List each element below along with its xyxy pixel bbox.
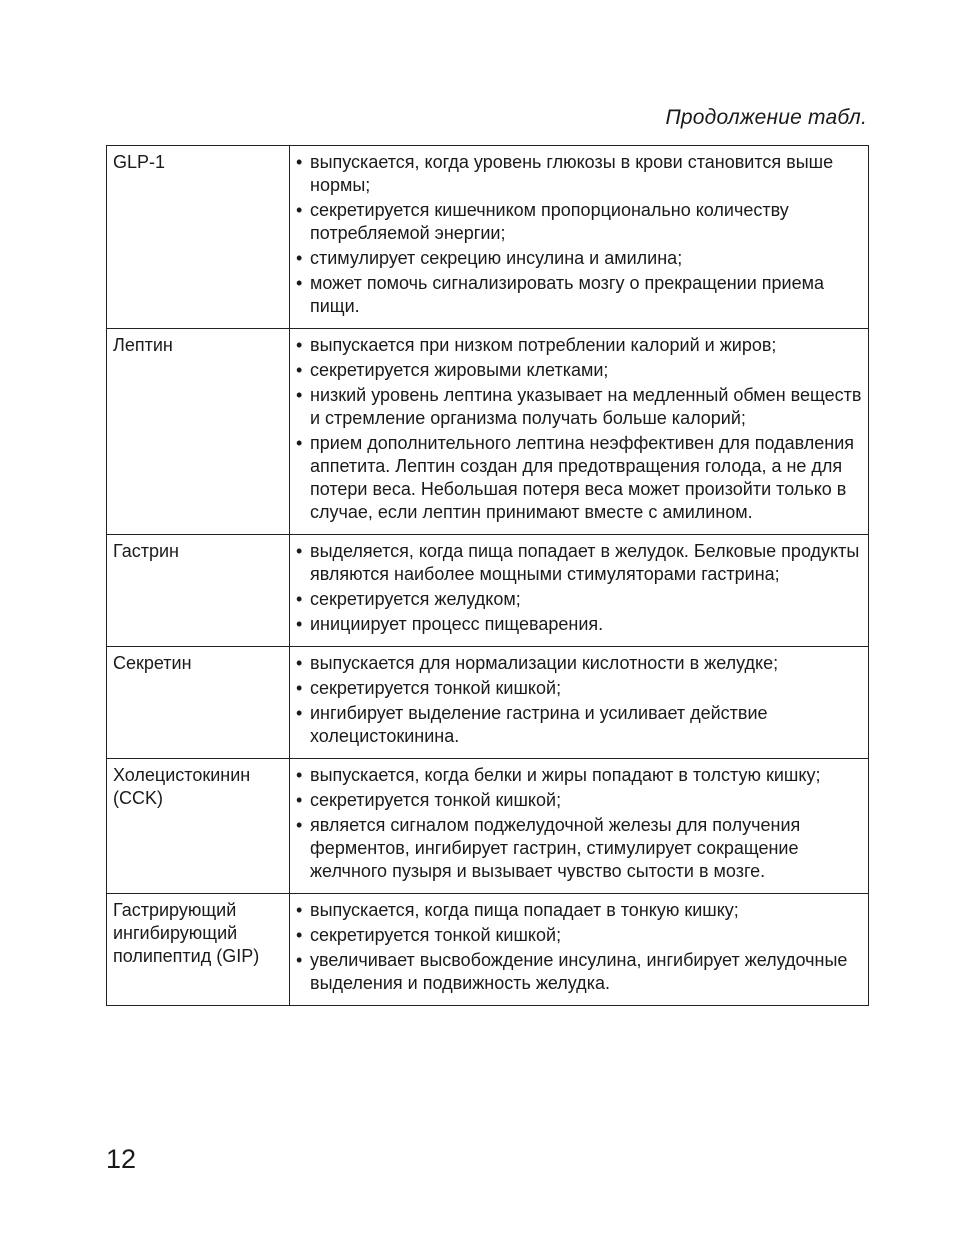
table-row [107, 894, 869, 1006]
list-item: • увеличивает высвобождение инсулина, ингибирует желудочные выделения и подвижность желудка. [296, 949, 862, 995]
list-item: • выпускается, когда белки и жиры попадают в толстую кишку; [296, 764, 862, 787]
list-item: • стимулирует секрецию инсулина и амилина; [296, 247, 862, 270]
hormone-name: Лептин [107, 329, 290, 535]
list-item: • ингибирует выделение гастрина и усиливает действие холецистокинина. [296, 702, 862, 748]
hormone-description [290, 647, 869, 759]
list-item: • выделяется, когда пища попадает в желудок. Белковые продукты являются наиболее мощными стимуляторами гастрина; [296, 540, 862, 586]
table-row [107, 647, 869, 759]
list-item: • выпускается при низком потреблении калорий и жиров; [296, 334, 862, 357]
hormone-name: Гастрирующий ингибирующий полипептид (GIP) [107, 894, 290, 1006]
list-item: • секретируется тонкой кишкой; [296, 924, 862, 947]
list-item: • низкий уровень лептина указывает на медленный обмен веществ и стремление организма получать больше калорий; [296, 384, 862, 430]
hormone-description [290, 329, 869, 535]
list-item: • секретируется желудком; [296, 588, 862, 611]
list-item: • секретируется тонкой кишкой; [296, 677, 862, 700]
hormone-description [290, 146, 869, 329]
hormone-description [290, 535, 869, 647]
table-row [107, 535, 869, 647]
hormone-name: Холецистокинин (CCK) [107, 759, 290, 894]
list-item: • выпускается для нормализации кислотности в желудке; [296, 652, 862, 675]
list-item: • секретируется кишечником пропорционально количеству потребляемой энергии; [296, 199, 862, 245]
list-item: • выпускается, когда пища попадает в тонкую кишку; [296, 899, 862, 922]
hormone-name: Гастрин [107, 535, 290, 647]
hormone-name: GLP-1 [107, 146, 290, 329]
list-item: • может помочь сигнализировать мозгу о прекращении приема пищи. [296, 272, 862, 318]
list-item: • прием дополнительного лептина неэффективен для подавления аппетита. Лептин создан для предотвращения голода, а не для потери веса. Небольшая потеря веса может произойти только в случае, если лептин принимают вместе с амилином. [296, 432, 862, 524]
list-item: • является сигналом поджелудочной железы для получения ферментов, ингибирует гастрин, стимулирует сокращение желчного пузыря и вызывает чувство сытости в мозге. [296, 814, 862, 883]
page-number: 12 [106, 1144, 137, 1174]
table-row [107, 329, 869, 535]
table-continuation-caption: Продолжение табл. [665, 106, 867, 129]
table-row [107, 146, 869, 329]
hormone-description [290, 894, 869, 1006]
list-item: • инициирует процесс пищеварения. [296, 613, 862, 636]
list-item: • секретируется жировыми клетками; [296, 359, 862, 382]
list-item: • выпускается, когда уровень глюкозы в крови становится выше нормы; [296, 151, 862, 197]
hormone-table [106, 145, 869, 1006]
table-row [107, 759, 869, 894]
hormone-description [290, 759, 869, 894]
hormone-name: Секретин [107, 647, 290, 759]
list-item: • секретируется тонкой кишкой; [296, 789, 862, 812]
